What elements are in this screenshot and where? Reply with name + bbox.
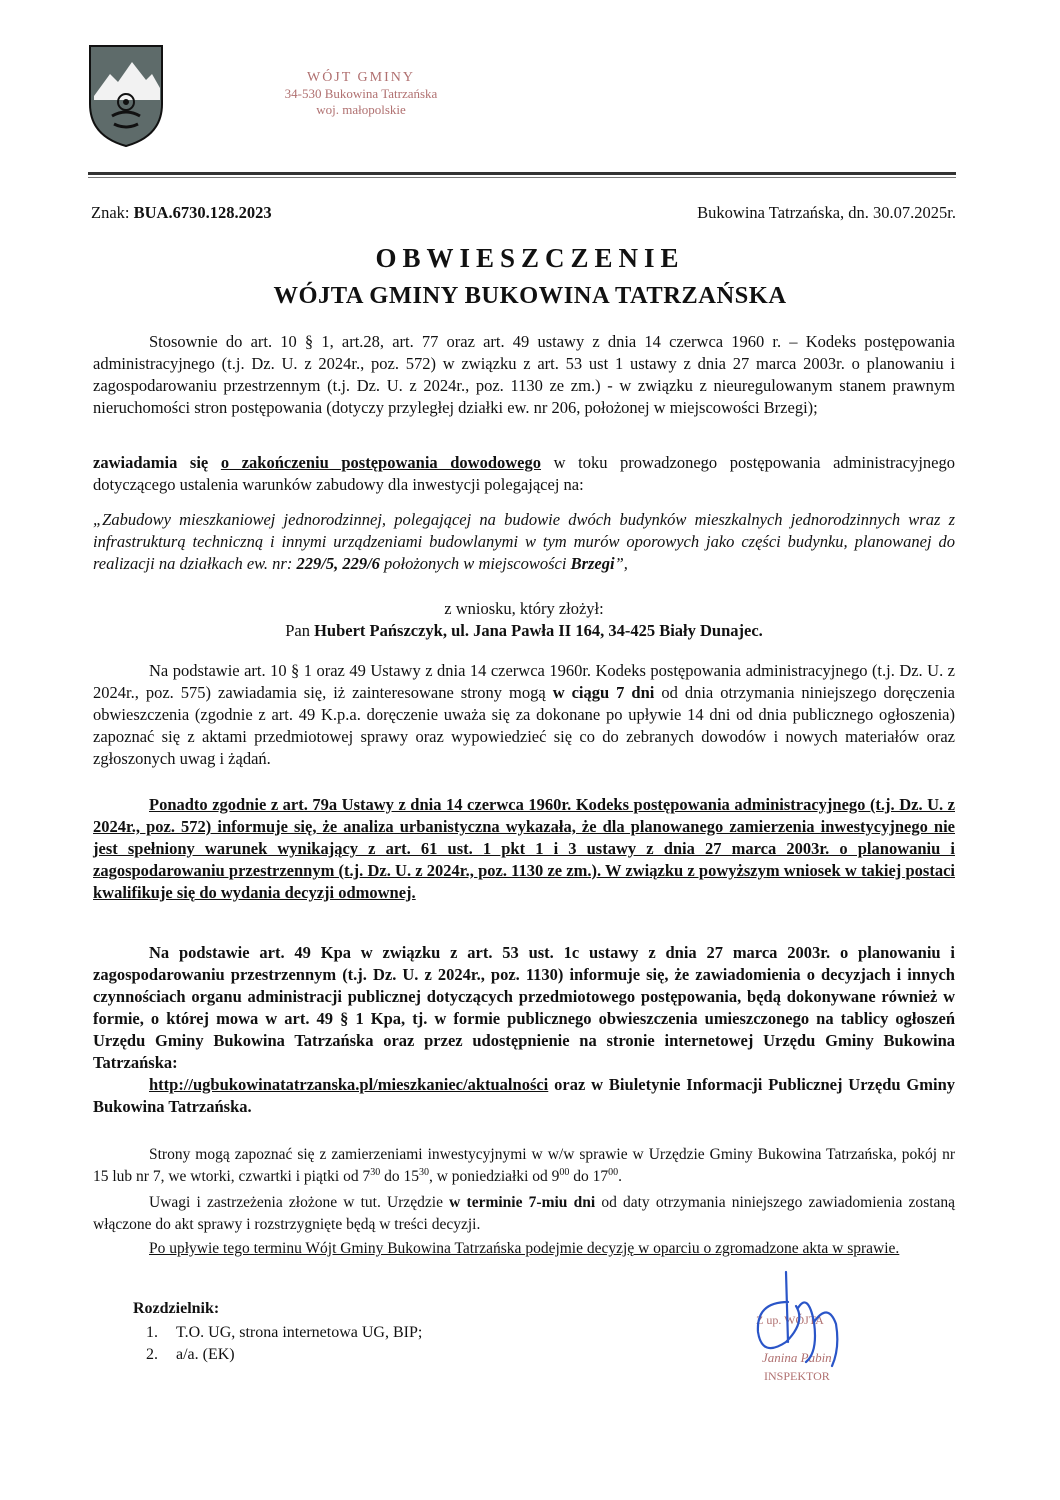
paragraph-office-hours: [93, 1144, 955, 1188]
distribution-title: Rozdzielnik:: [133, 1300, 220, 1317]
reference-value: BUA.6730.128.2023: [133, 203, 272, 222]
header-divider: [88, 172, 956, 175]
stamp-line: 34-530 Bukowina Tatrzańska: [284, 86, 438, 101]
deadline-text: Na podstawie art. 10 § 1 oraz 49 Ustawy z dnia 14 czerwca 1960r. Kodeks postępowania administracyjnego (t.j. Dz. U. z 2024r., poz. 575) zawiadamia się, iż zainteresowane strony mogą: [93, 661, 955, 702]
applicant-intro: z wniosku, który złożył:: [444, 599, 604, 618]
reference-number: [91, 203, 272, 223]
hours-text: do 17: [569, 1168, 609, 1185]
signature-stamp: [736, 1262, 876, 1392]
hours-text: Strony mogą zapoznać się z zamierzeniami inwestycyjnymi w w/w sprawie w Urzędzie Gminy Bukowina Tatrzańska, pokój nr 15 lub nr 7, we wtorki, czwartki i piątki od 7: [93, 1146, 955, 1185]
signature-stamp-line: Z up. WÓJTA: [756, 1313, 824, 1327]
signature-stamp-line: INSPEKTOR: [764, 1369, 830, 1383]
stamp-line: WÓJT GMINY: [306, 70, 415, 85]
paragraph-notification: [93, 452, 955, 496]
hours-text: do 15: [380, 1168, 419, 1185]
investment-text: „Zabudowy mieszkaniowej jednorodzinnej, polegającej na budowie dwóch budynków mieszkalnych jednorodzinnych wraz z infrastrukturą techniczną i innymi urządzeniami budowlanymi w tym murów oporowych jako części budynku, planowanej do realizacji na działkach ew. nr:: [93, 510, 955, 573]
investment-text: położonych w miejscowości: [379, 554, 571, 573]
notification-lead: zawiadamia się: [93, 453, 221, 472]
hours-text: .: [618, 1168, 623, 1185]
office-stamp: [236, 70, 486, 118]
paragraph-legal-basis: Stosownie do art. 10 § 1, art.28, art. 77 oraz art. 49 ustawy z dnia 14 czerwca 1960 r. – Kodeks postępowania administracyjnego (t.j. Dz. U. z 2024r., poz. 572) w związku z art. 53 ust 1 ustawy z dnia 27 marca 2003r. o planowaniu i zagospodarowaniu przestrzennym (t.j. Dz. U. z 2024r., poz. 1130 ze zm.) - w związku z nieuregulowanym stanem prawnym nieruchomości stron postępowania (dotyczy przyległej działki ew. nr 206, położonej w miejscowości Brzegi);: [93, 332, 955, 417]
remarks-text: Uwagi i zastrzeżenia złożone w tut. Urzędzie: [149, 1194, 450, 1211]
remarks-deadline: w terminie 7-miu dni: [449, 1194, 596, 1211]
applicant-name: Hubert Pańszczyk, ul. Jana Pawła II 164, 34-425 Biały Dunajec.: [314, 621, 763, 640]
paragraph-investment: [93, 509, 955, 575]
list-number: 2.: [146, 1346, 158, 1363]
public-notice-end: oraz w Biuletynie Informacji Publicznej Urzędu Gminy Bukowina Tatrzańska.: [93, 1075, 955, 1116]
hours-text: , w poniedziałki od 9: [428, 1168, 560, 1185]
list-number: 1.: [146, 1324, 158, 1341]
paragraph-deadline: [93, 660, 955, 770]
notification-subject: o zakończeniu postępowania dowodowego: [220, 453, 542, 472]
reference-label: Znak:: [91, 203, 134, 222]
list-item: [146, 1344, 422, 1366]
document-subtitle: WÓJTA GMINY BUKOWINA TATRZAŃSKA: [273, 282, 787, 309]
municipality-crest-icon: [88, 44, 164, 148]
header-divider-thin: [88, 177, 956, 178]
paragraph-public-notice: [93, 942, 955, 1118]
paragraph-remarks: [93, 1192, 955, 1236]
deadline-days: w ciągu 7 dni: [552, 683, 655, 702]
signature-stamp-line: Janina Pabin: [762, 1350, 832, 1365]
investment-plots: 229/5, 229/6: [296, 554, 380, 573]
notification-rest: w toku prowadzonego postępowania administracyjnego dotyczącego ustalenia warunków zabudowy dla inwestycji polegającej na:: [93, 453, 955, 494]
place-date: Bukowina Tatrzańska, dn. 30.07.2025r.: [697, 203, 956, 222]
public-notice-text: Na podstawie art. 49 Kpa w związku z art. 53 ust. 1c ustawy z dnia 27 marca 2003r. o planowaniu i zagospodarowaniu przestrzennym (t.j. Dz. U. z 2024r., poz. 1130) informuje się, że zawiadomienia o decyzjach i innych czynnościach organu administracji publicznej dotyczących przedmiotowego postępowania, będą dokonywane również w formie, o której mowa w art. 49 § 1 Kpa, tj. w formie publicznego obwieszczenia umieszczonego na tablicy ogłoszeń Urzędu Gminy Bukowina Tatrzańska oraz przez udostępnienie na stronie internetowej Urzędu Gminy Bukowina Tatrzańska:: [93, 943, 955, 1072]
list-item: [146, 1322, 422, 1344]
list-text: T.O. UG, strona internetowa UG, BIP;: [176, 1324, 423, 1341]
investment-place: Brzegi: [570, 554, 615, 573]
investment-text: ”,: [614, 554, 628, 573]
paragraph-decision: Po upływie tego terminu Wójt Gminy Bukowina Tatrzańska podejmie decyzję w oparciu o zgromadzone akta w sprawie.: [149, 1240, 900, 1257]
remarks-text: od daty otrzymania niniejszego zawiadomienia zostaną włączone do akt sprawy i rozstrzygnięte będą w treści decyzji.: [93, 1194, 956, 1233]
applicant: [93, 620, 955, 642]
deadline-text: od dnia otrzymania niniejszego doręczenia obwieszczenia (zgodnie z art. 49 K.p.a. doręczenie uważa się za dokonane po upływie 14 dni od dnia publicznego ogłoszenia) zapoznać się z aktami przedmiotowej sprawy oraz wypowiedzieć się co do zebranych dowodów i nowych materiałów oraz zgłoszonych uwag i żądań.: [93, 683, 956, 768]
hours-sup: 00: [608, 1166, 619, 1178]
list-text: a/a. (EK): [176, 1346, 235, 1363]
stamp-line: woj. małopolskie: [316, 102, 406, 117]
distribution-list: [146, 1322, 422, 1366]
paragraph-urban-analysis: Ponadto zgodnie z art. 79a Ustawy z dnia 14 czerwca 1960r. Kodeks postępowania administracyjnego (t.j. Dz. U. z 2024r., poz. 572) informuje się, że analiza urbanistyczna wykazała, że dla planowanego zamierzenia inwestycyjnego nie jest spełniony warunek wynikający z art. 61 ust. 1 pkt 1 i 3 ustawy z dnia 27 marca 2003r. o planowaniu i zagospodarowaniu przestrzennym (t.j. Dz. U. z 2024r., poz. 1130 ze zm.). W związku z powyższym wniosek w takiej postaci kwalifikuje się do wydania decyzji odmownej.: [93, 795, 955, 902]
hours-sup: 30: [418, 1166, 429, 1178]
website-link[interactable]: http://ugbukowinatatrzanska.pl/mieszkaniec/aktualności: [149, 1075, 549, 1094]
hours-sup: 00: [559, 1166, 570, 1178]
hours-sup: 30: [370, 1166, 381, 1178]
applicant-prefix: Pan: [285, 621, 315, 640]
document-title: OBWIESZCZENIE: [375, 243, 685, 273]
